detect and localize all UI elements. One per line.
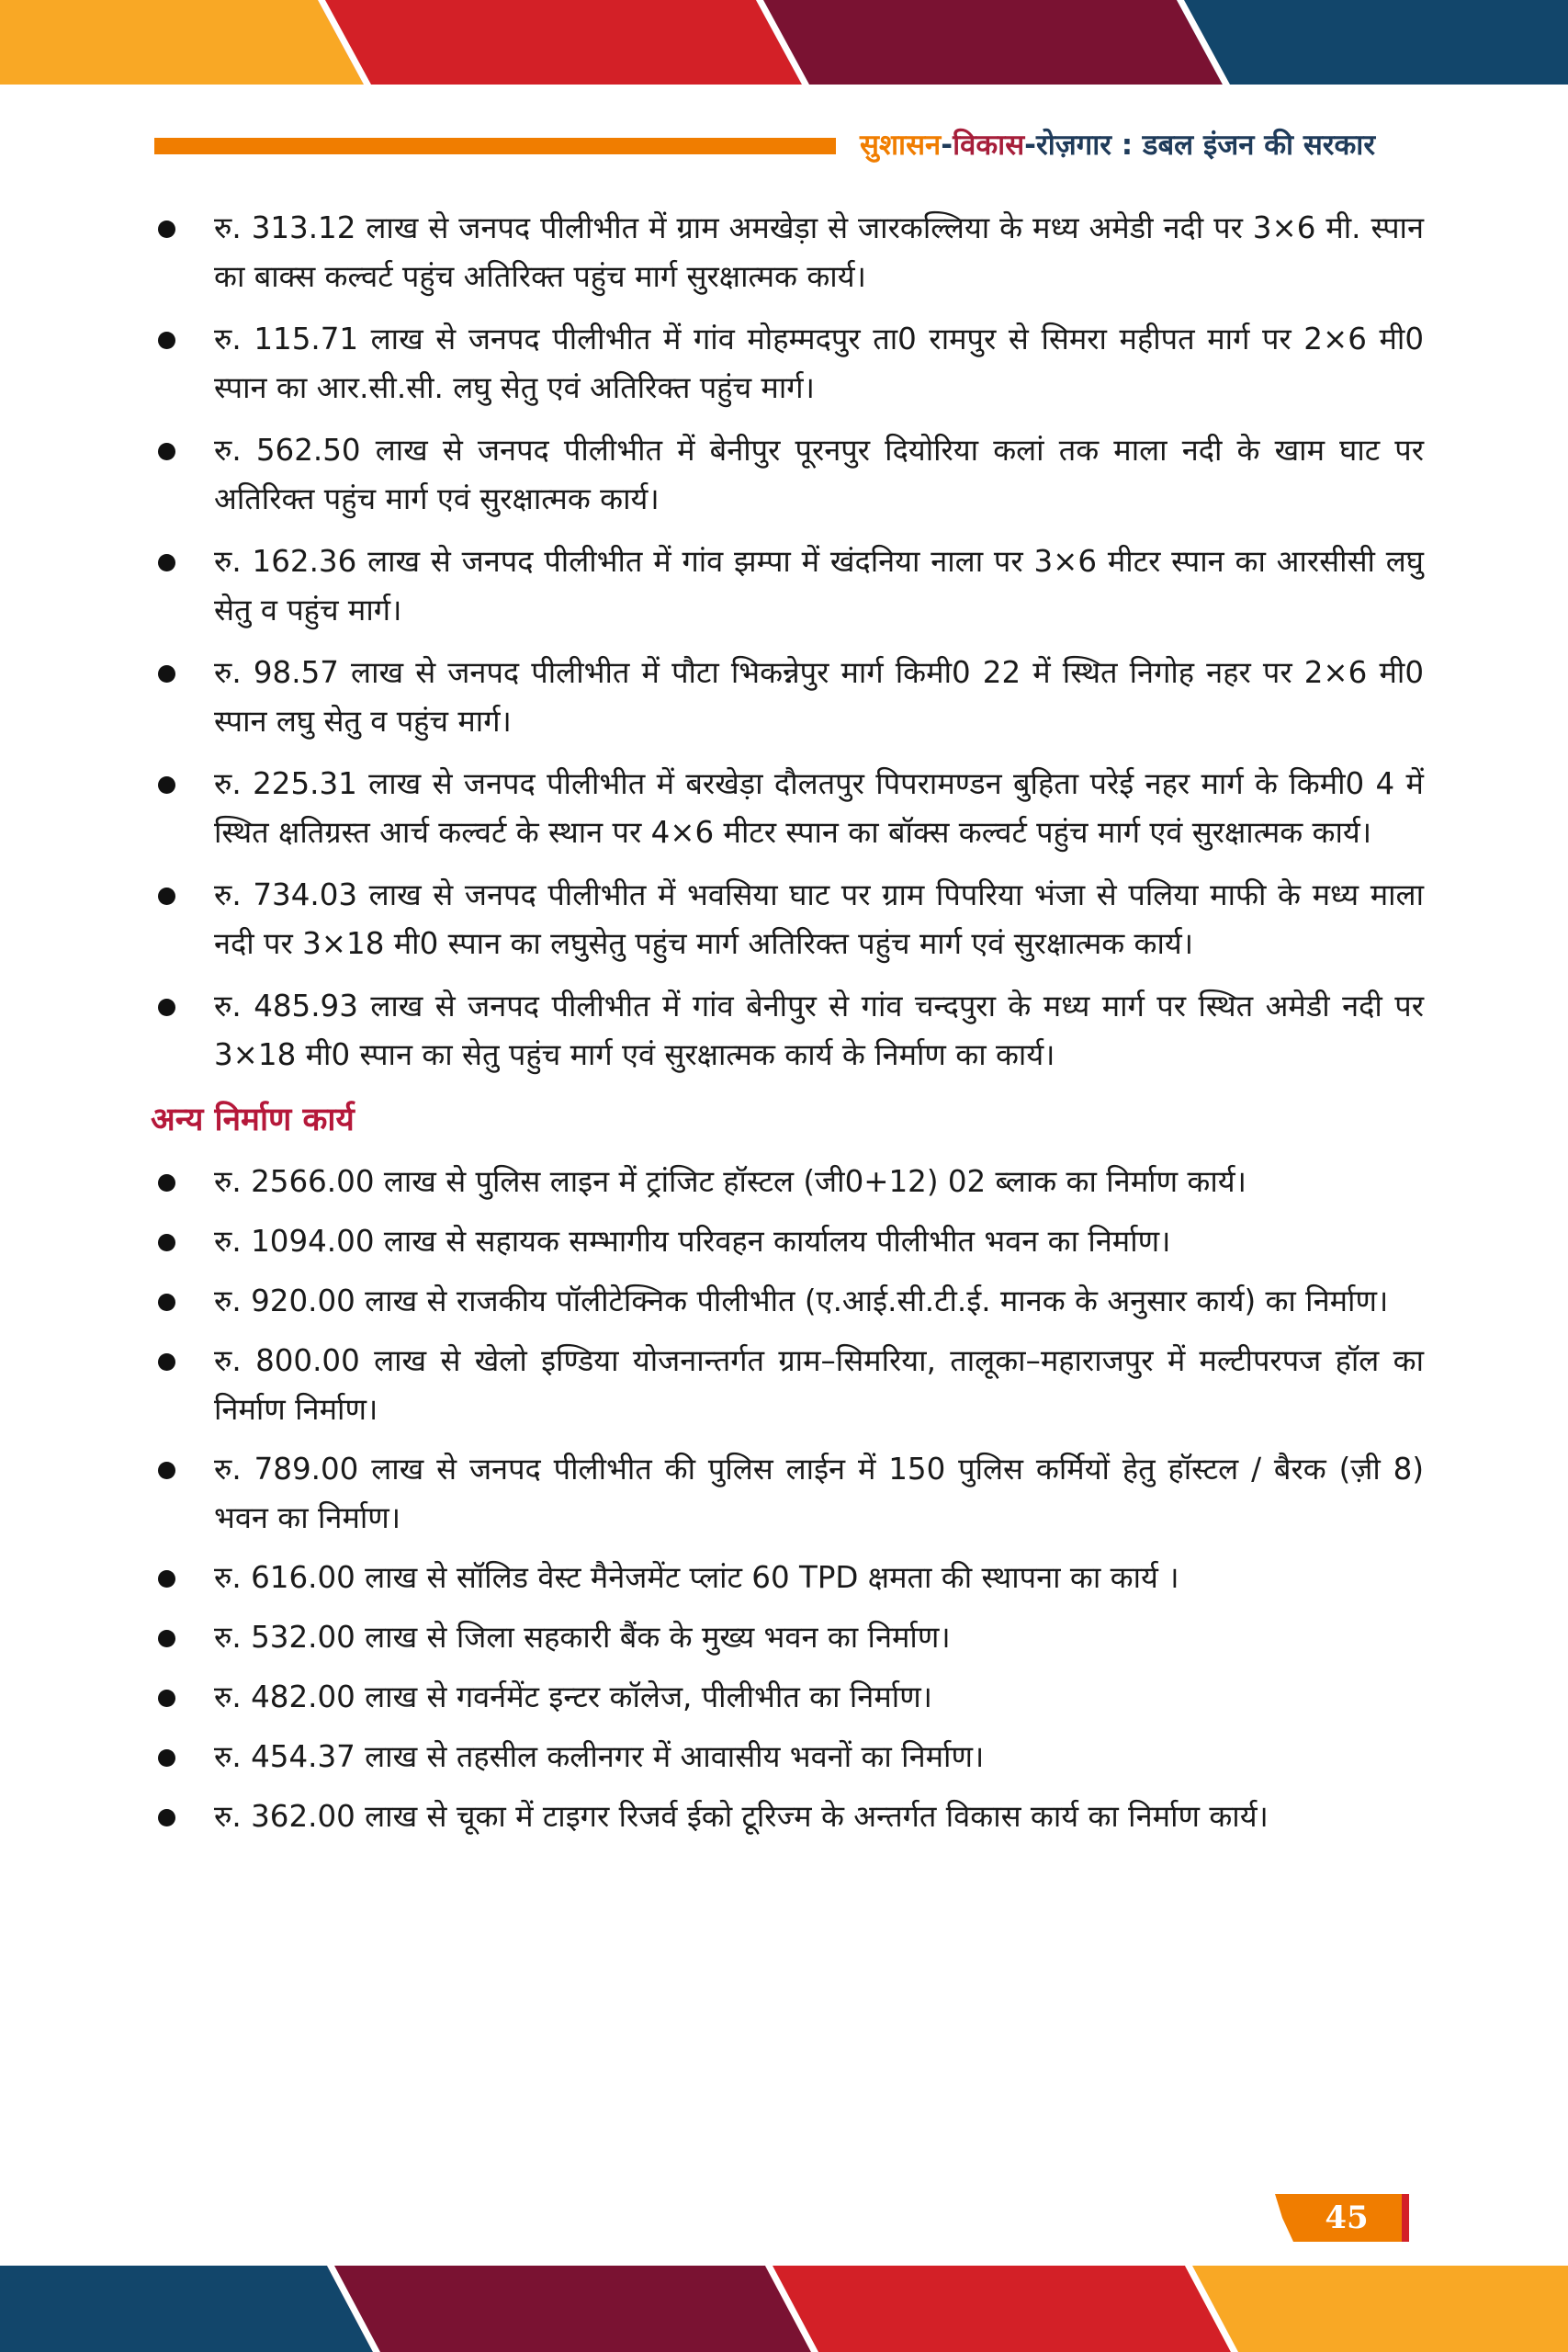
bridge-works-list [147, 204, 1424, 1080]
list-item [147, 537, 1424, 635]
bullet-icon [158, 888, 175, 905]
list-item-text: रु. 162.36 लाख से जनपद पीलीभीत में गांव झम्पा में खंदनिया नाला पर 3×6 मीटर स्पान का आरसीसी लघु सेतु व पहुंच मार्ग। [214, 544, 1424, 628]
list-item [147, 1673, 1424, 1722]
list-item-text: रु. 98.57 लाख से जनपद पीलीभीत में पौटा भिकन्नेपुर मार्ग किमी0 22 में स्थित निगोह नहर पर 2×6 मी0 स्पान लघु सेतु व पहुंच मार्ग। [214, 655, 1424, 739]
list-item [147, 1733, 1424, 1781]
section-heading: अन्य निर्माण कार्य [151, 1102, 355, 1138]
list-item-text: रु. 800.00 लाख से खेलो इण्डिया योजनान्तर्गत ग्राम–सिमरिया, तालूका–महाराजपुर में मल्टीपरपज हॉल का निर्माण निर्माण। [214, 1343, 1424, 1427]
list-item [147, 1337, 1424, 1434]
top-color-band [0, 0, 1568, 85]
bullet-icon [158, 999, 175, 1016]
bullet-icon [158, 665, 175, 683]
page-number-badge [1275, 2194, 1409, 2242]
bullet-icon [158, 332, 175, 349]
header-title-part: सुशासन [860, 129, 942, 162]
bullet-icon [158, 1690, 175, 1707]
list-item [147, 1613, 1424, 1662]
list-item [147, 1554, 1424, 1602]
header-rule [154, 138, 836, 154]
bullet-icon [158, 1809, 175, 1826]
list-item-text: रु. 115.71 लाख से जनपद पीलीभीत में गांव मोहम्मदपुर ता0 रामपुर से सिमरा महीपत मार्ग पर 2×6 मी0 स्पान का आर.सी.सी. लघु सेतु एवं अतिरिक्त पहुंच मार्ग। [214, 322, 1424, 405]
list-item [147, 204, 1424, 301]
list-item [147, 649, 1424, 746]
list-item [147, 315, 1424, 413]
header-title [860, 119, 1420, 171]
header-title-part: रोज़गार : डबल इंजन की सरकार [1036, 129, 1375, 162]
list-item-text: रु. 1094.00 लाख से सहायक सम्भागीय परिवहन कार्यालय पीलीभीत भवन का निर्माण। [214, 1224, 1171, 1259]
bullet-icon [158, 1353, 175, 1371]
bullet-icon [158, 1294, 175, 1311]
list-item [147, 982, 1424, 1080]
list-item [147, 871, 1424, 968]
bullet-icon [158, 1749, 175, 1767]
list-item-text: रु. 532.00 लाख से जिला सहकारी बैंक के मुख्य भवन का निर्माण। [214, 1620, 951, 1655]
list-item-text: रु. 734.03 लाख से जनपद पीलीभीत में भवसिया घाट पर ग्राम पिपरिया भंजा से पलिया माफी के मध्य माला नदी पर 3×18 मी0 स्पान का लघुसेतु पहुंच मार्ग अतिरिक्त पहुंच मार्ग एवं सुरक्षात्मक कार्य। [214, 877, 1424, 961]
header-title-separator: - [941, 129, 953, 162]
bullet-icon [158, 220, 175, 238]
header-title-separator: - [1024, 129, 1037, 162]
list-item [147, 760, 1424, 857]
list-item-text: रु. 454.37 लाख से तहसील कलीनगर में आवासीय भवनों का निर्माण। [214, 1739, 985, 1774]
other-works-list [147, 1158, 1424, 1841]
list-item [147, 1158, 1424, 1206]
bullet-icon [158, 554, 175, 571]
bullet-icon [158, 1174, 175, 1192]
list-item [147, 1792, 1424, 1841]
list-item-text: रु. 313.12 लाख से जनपद पीलीभीत में ग्राम अमखेड़ा से जारकल्लिया के मध्य अमेडी नदी पर 3×6 मी. स्पान का बाक्स कल्वर्ट पहुंच अतिरिक्त पहुंच मार्ग सुरक्षात्मक कार्य। [214, 210, 1424, 294]
bullet-icon [158, 443, 175, 460]
bullet-icon [158, 1234, 175, 1251]
list-item [147, 1217, 1424, 1266]
list-item-text: रु. 920.00 लाख से राजकीय पॉलीटेक्निक पीलीभीत (ए.आई.सी.टी.ई. मानक के अनुसार कार्य) का निर्माण। [214, 1283, 1389, 1318]
list-item-text: रु. 562.50 लाख से जनपद पीलीभीत में बेनीपुर पूरनपुर दियोरिया कलां तक माला नदी के खाम घाट पर अतिरिक्त पहुंच मार्ग एवं सुरक्षात्मक कार्य। [214, 433, 1424, 516]
list-item-text: रु. 362.00 लाख से चूका में टाइगर रिजर्व ईको टूरिज्म के अन्तर्गत विकास कार्य का निर्माण कार्य। [214, 1799, 1269, 1834]
page-number: 45 [1325, 2199, 1369, 2236]
list-item-text: रु. 616.00 लाख से सॉलिड वेस्ट मैनेजमेंट प्लांट 60 TPD क्षमता की स्थापना का कार्य । [214, 1560, 1179, 1595]
bullet-icon [158, 776, 175, 794]
list-item-text: रु. 485.93 लाख से जनपद पीलीभीत में गांव बेनीपुर से गांव चन्दपुरा के मध्य मार्ग पर स्थित अमेडी नदी पर 3×18 मी0 स्पान का सेतु पहुंच मार्ग एवं सुरक्षात्मक कार्य के निर्माण का कार्य। [214, 989, 1424, 1072]
bullet-icon [158, 1630, 175, 1647]
list-item [147, 426, 1424, 524]
bullet-icon [158, 1462, 175, 1479]
bottom-color-band [0, 2266, 1568, 2352]
list-item-text: रु. 789.00 लाख से जनपद पीलीभीत की पुलिस लाईन में 150 पुलिस कर्मियों हेतु हॉस्टल / बैरक (ज़ी 8) भवन का निर्माण। [214, 1452, 1424, 1535]
list-item-text: रु. 225.31 लाख से जनपद पीलीभीत में बरखेड़ा दौलतपुर पिपरामण्डन बुहिता परेई नहर मार्ग के किमी0 4 में स्थित क्षतिग्रस्त आर्च कल्वर्ट के स्थान पर 4×6 मीटर स्पान का बॉक्स कल्वर्ट पहुंच मार्ग एवं सुरक्षात्मक कार्य। [214, 766, 1424, 850]
bullet-icon [158, 1570, 175, 1588]
list-item [147, 1277, 1424, 1326]
page-content [147, 204, 1424, 1852]
list-item [147, 1445, 1424, 1543]
list-item-text: रु. 2566.00 लाख से पुलिस लाइन में ट्रांजिट हॉस्टल (जी0+12) 02 ब्लाक का निर्माण कार्य। [214, 1164, 1247, 1199]
list-item-text: रु. 482.00 लाख से गवर्नमेंट इन्टर कॉलेज, पीलीभीत का निर्माण। [214, 1679, 933, 1714]
header-title-part: विकास [953, 129, 1025, 162]
